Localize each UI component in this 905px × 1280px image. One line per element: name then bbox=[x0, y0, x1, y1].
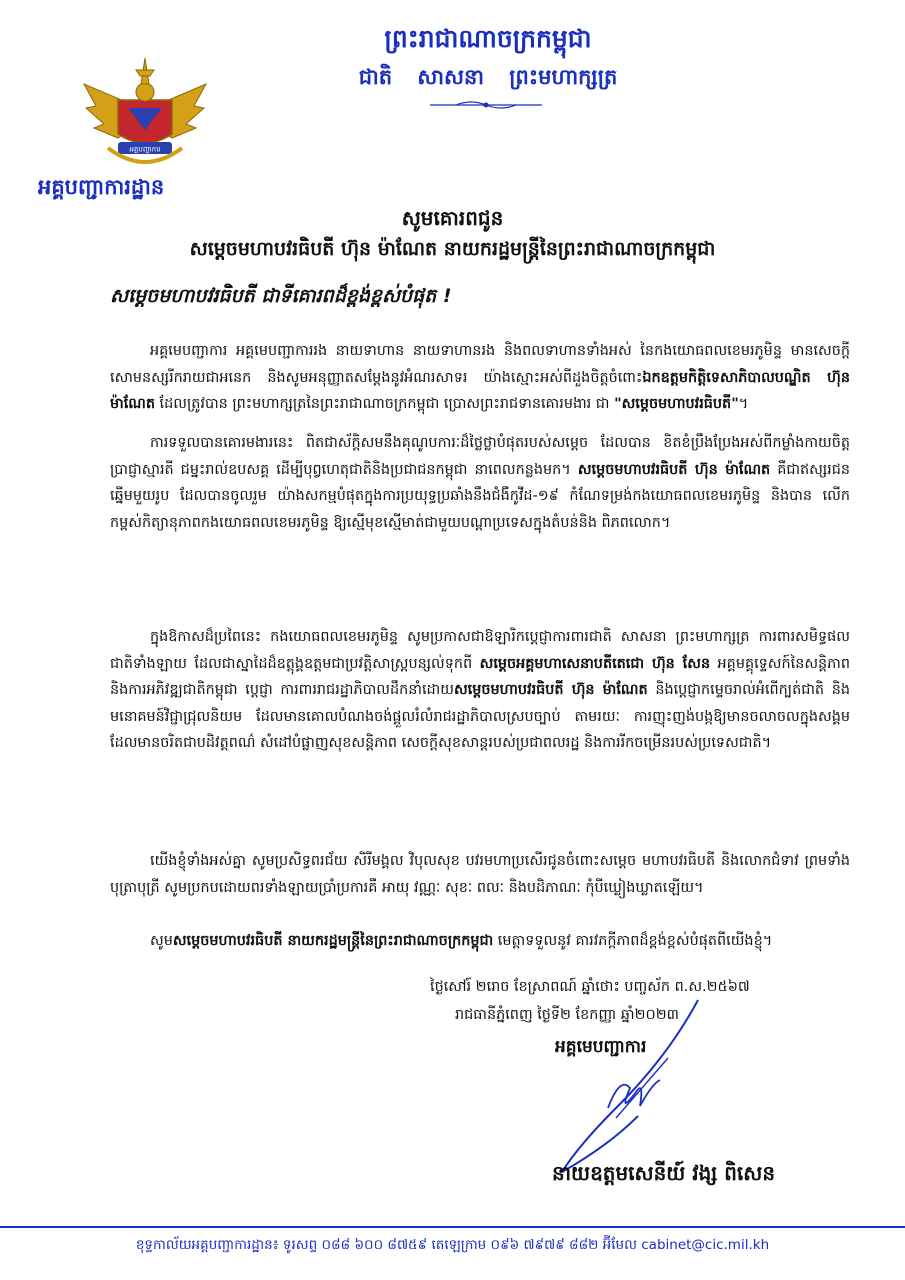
footer-divider bbox=[0, 1226, 905, 1228]
signer-name: នាយឧត្តមសេនីយ៍ វង្ស ពិសេន bbox=[552, 1161, 776, 1185]
body-paragraph-1: អគ្គមេបញ្ជាការ អគ្គមេបញ្ជាការរង នាយទាហាន នាយទាហានរង និងពលទាហានទាំងអស់ នៃកងយោធពលខេមរភូមិន្ទ មានសេចក្តីសោមនស្សរីករាយជាអនេក និងសូមអនុញ្ញាតសម្តែងនូវអំណរសាទរ យ៉ាងស្មោះអស់ពីដួងចិត្តចំពោះឯកឧត្តមកិត្តិទេសាភិបាលបណ្ឌិត ហ៊ុន ម៉ាណែត ដែលត្រូវបាន ព្រះមហាក្សត្រនៃព្រះរាជាណាចក្រកម្ពុជា ប្រោសព្រះរាជទានគោរមងារ ជា "សម្តេចមហាបវរធិបតី"។ bbox=[110, 343, 850, 413]
solar-date: រាជធានីភ្នំពេញ ថ្ងៃទី២ ខែកញ្ញា ឆ្នាំ២០២៣ bbox=[455, 1007, 679, 1023]
emblem-banner: អគ្គបញ្ជាការ bbox=[129, 145, 161, 154]
body-paragraph-4: យើងខ្ញុំទាំងអស់គ្នា សូមប្រសិទ្ធពរជ័យ សិរីមង្គល វិបុលសុខ បវរមហាប្រសើរជូនចំពោះសម្តេច មហាបវរធិបតី និងលោកជំទាវ ព្រមទាំងបុត្រាបុត្រី សូមប្រកបដោយពរទាំងឡាយប្រាំប្រការគឺ អាយុ វណ្ណៈ សុខៈ ពលៈ និងបដិភាណៈ កុំបីឃ្លៀងឃ្លាតឡើយ។ bbox=[110, 853, 850, 896]
national-motto: ជាតិ សាសនា ព្រះមហាក្សត្រ bbox=[358, 65, 618, 89]
headquarters-label: អគ្គបញ្ជាការដ្ឋាន bbox=[38, 175, 165, 199]
ornament-divider-icon bbox=[426, 97, 546, 113]
lunar-date: ថ្ងៃសៅរ៍ ២រោច ខែស្រាពណ៍ ឆ្នាំថោះ បញ្ចស័ក ព.ស.២៥៦៧ bbox=[430, 979, 750, 995]
signatory-title: អគ្គមេបញ្ជាការ bbox=[555, 1037, 647, 1057]
kingdom-title: ព្រះរាជាណាចក្រកម្ពុជា bbox=[384, 24, 592, 53]
letter-addressee: សម្តេចមហាបវរធិបតី ហ៊ុន ម៉ាណែត នាយករដ្ឋមន្ត្រីនៃព្រះរាជាណាចក្រកម្ពុជា bbox=[189, 238, 716, 260]
letter-salutation: សម្តេចមហាបវរធិបតី ជាទីគោរពដ៏ខ្ពង់ខ្ពស់បំផុត ! bbox=[110, 285, 452, 307]
body-paragraph-5: សូមសម្តេចមហាបវរធិបតី នាយករដ្ឋមន្ត្រីនៃព្រះរាជាណាចក្រកម្ពុជា មេត្តាទទួលនូវ គារវភក្តីភាពដ៏ខ្ពង់ខ្ពស់បំផុតពីយើងខ្ញុំ។ bbox=[150, 933, 773, 949]
handwritten-signature-icon bbox=[548, 996, 728, 1182]
body-paragraph-3: ក្នុងឱកាសដ៏ប្រពៃនេះ កងយោធពលខេមរភូមិន្ទ សូមប្រកាសជាឱឡារិកប្តេជ្ញាការពារជាតិ សាសនា ព្រះមហាក្សត្រ ការពារសមិទ្ធផលជាតិទាំងឡាយ ដែលជាស្នាដៃដ៏ឧត្តុង្គឧត្តមជាប្រវត្តិសាស្ត្របន្សល់ទុកពី សម្តេចអគ្គមហាសេនាបតីតេជោ ហ៊ុន សែន អគ្គមគ្គុទ្ទេសក៍នៃសន្តិភាព និងការអភិវឌ្ឍជាតិកម្ពុជា ប្តេជ្ញា ការពាររាជរដ្ឋាភិបាលដឹកនាំដោយសម្តេចមហាបវរធិបតី ហ៊ុន ម៉ាណែត និងប្តេជ្ញាកម្ទេចរាល់អំពើក្បត់ជាតិ និងមនោគមន៍វិជ្ជាជ្រុលនិយម ដែលមានគោលបំណងចង់ផ្តួលរំលំរាជរដ្ឋាភិបាលស្របច្បាប់ តាមរយៈ ការញុះញង់បង្កឱ្យមានចលាចលក្នុងសង្គម ដែលមានចរិតជាបដិវត្តពណ៌ សំដៅបំផ្លាញសុខសន្តិភាព សេចក្តីសុខសាន្តរបស់ប្រជាពលរដ្ឋ និងការរីកចម្រើនរបស់ប្រទេសជាតិ។ bbox=[110, 629, 851, 752]
letter-greeting: សូមគោរពជូន bbox=[401, 206, 504, 230]
footer-contact: ខុទ្ទកាល័យអគ្គបញ្ជាការដ្ឋាន៖ ទូរសព្ទ ០៨៨ ៦០០ ៨៧៥៩ តេឡេក្រាម ០៩៦ ៧៩៧៩ ៨៨២ អ៊ីមែល cabinet@cic.mil.kh bbox=[135, 1237, 770, 1253]
body-paragraph-2: ការទទួលបានគោរមងារនេះ ពិតជាស័ក្តិសមនឹងគុណូបការៈដ៏ថ្លៃថ្លាបំផុតរបស់សម្តេច ដែលបាន ខិតខំប្រឹងប្រែងអស់ពីកម្លាំងកាយចិត្ត ប្រាជ្ញាស្មារតី ជម្នះរាល់ឧបសគ្គ ដើម្បីបុព្វហេតុជាតិនិងប្រជាជនកម្ពុជា នាពេលកន្លងមក។ សម្តេចមហាបវរធិបតី ហ៊ុន ម៉ាណែត គឺជាឥស្សរជនឆ្នើមមួយរូប ដែលបានចូលរួម យ៉ាងសកម្មបំផុតក្នុងការប្រយុទ្ធប្រឆាំងនឹងជំងឺកូវីដ-១៩ កំណែទម្រង់កងយោធពលខេមរភូមិន្ទ និងបាន លើកកម្ពស់កិត្យានុភាពកងយោធពលខេមរភូមិន្ទ ឱ្យស្មើមុខស្មើមាត់ជាមួយបណ្តាប្រទេសក្នុងតំបន់និង ពិភពលោក។ bbox=[110, 435, 850, 531]
military-emblem-icon bbox=[78, 48, 212, 176]
